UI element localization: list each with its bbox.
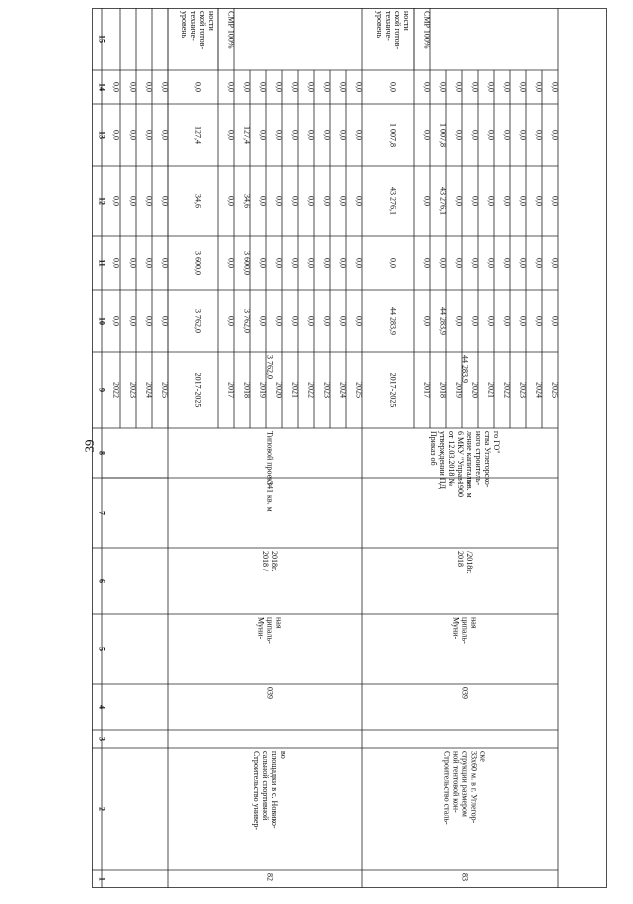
year-v12: 0,0 — [550, 196, 560, 206]
year-v13: 0,0 — [258, 130, 268, 140]
total-year: 2017-2025 — [193, 372, 203, 408]
year-v10: 0,0 — [534, 316, 544, 326]
cell-v13: 0,0 — [128, 130, 138, 140]
year-v14: 0,0 — [518, 82, 528, 92]
object-name: Строительство универ- — [252, 751, 261, 831]
year-year: 2018 — [242, 382, 252, 398]
year-v10: 0,0 — [518, 316, 528, 326]
year-v11: 0,0 — [290, 258, 300, 268]
object-name: ске — [478, 751, 488, 762]
object-name: сальной спортивной — [261, 751, 270, 821]
year-v12: 0,0 — [518, 196, 528, 206]
year-v11: 0,0 — [354, 258, 364, 268]
header-cell: 6 — [97, 579, 107, 583]
year-v13: 0,0 — [354, 130, 364, 140]
total-v13: 1 007,8 — [388, 123, 398, 147]
year-year: 2023 — [518, 382, 528, 398]
year-v10: 44 283,9 — [438, 307, 448, 335]
year-v13: 0,0 — [226, 130, 236, 140]
year-v11: 0,0 — [322, 258, 332, 268]
year-v12: 0,0 — [338, 196, 348, 206]
total-note: ской готов- — [198, 11, 207, 50]
total-v13: 127,4 — [193, 126, 203, 144]
object-document: ного строитель- — [474, 431, 483, 486]
year-year: 2025 — [550, 382, 560, 398]
total-note: ности — [207, 11, 216, 31]
cell-v11: 0,0 — [144, 258, 154, 268]
header-cell: 3 — [97, 737, 107, 741]
year-v12: 0,0 — [534, 196, 544, 206]
header-cell: 8 — [97, 451, 107, 455]
cell-v10: 0,0 — [111, 316, 121, 326]
year-v13: 0,0 — [518, 130, 528, 140]
year-v10: 3 762,0 — [242, 309, 252, 333]
year-v14: 0,0 — [290, 82, 300, 92]
table-canvas — [92, 8, 607, 888]
header-cell: 1 — [97, 877, 107, 881]
year-note: СМР 100% — [226, 11, 236, 49]
year-year: 2024 — [338, 382, 348, 398]
header-cell: 15 — [97, 35, 107, 43]
object-code: 039 — [460, 687, 470, 699]
year-v14: 0,0 — [226, 82, 236, 92]
year-v10: 0,0 — [306, 316, 316, 326]
year-v10: 0,0 — [338, 316, 348, 326]
total-v14: 0,0 — [388, 82, 398, 92]
year-v12: 43 276,1 — [438, 187, 448, 215]
investment-table — [92, 8, 607, 888]
year-v12: 0,0 — [454, 196, 464, 206]
cell-year: 2022 — [111, 382, 121, 398]
year-year: 2023 — [322, 382, 332, 398]
object-ownership: ная — [469, 617, 479, 629]
year-v11: 0,0 — [226, 258, 236, 268]
object-document: Типовой проект — [265, 431, 275, 486]
year-v14: 0,0 — [486, 82, 496, 92]
year-v11: 0,0 — [502, 258, 512, 268]
object-document: Приказ об — [429, 431, 438, 466]
year-v11: 0,0 — [550, 258, 560, 268]
year-v10: 0,0 — [290, 316, 300, 326]
year-v14: 0,0 — [242, 82, 252, 92]
year-v12: 0,0 — [486, 196, 496, 206]
year-v10: 0,0 — [502, 316, 512, 326]
year-v12: 0,0 — [306, 196, 316, 206]
cell-v14: 0,0 — [144, 82, 154, 92]
header-cell: 13 — [97, 131, 107, 139]
year-year: 2020 — [470, 382, 480, 398]
object-name: Строительство сталь- — [442, 751, 452, 825]
cell-v11: 0,0 — [160, 258, 170, 268]
year-v11: 0,0 — [454, 258, 464, 268]
year-year: 2017 — [422, 382, 432, 398]
year-v13: 0,0 — [274, 130, 284, 140]
cell-v12: 0,0 — [160, 196, 170, 206]
total-note: ности — [402, 11, 411, 31]
year-v11: 0,0 — [438, 258, 448, 268]
year-year: 2022 — [502, 382, 512, 398]
cell-v12: 0,0 — [128, 196, 138, 206]
cell-v13: 0,0 — [111, 130, 121, 140]
object-document: от 12.03.2018 № — [447, 431, 456, 487]
object-ownership: ципаль- — [265, 617, 275, 644]
year-year: 2021 — [290, 382, 300, 398]
object-number: 82 — [265, 873, 275, 881]
object-capacity: 1900 — [456, 481, 465, 497]
year-v14: 0,0 — [534, 82, 544, 92]
year-v10: 0,0 — [422, 316, 432, 326]
header-cell: 12 — [97, 197, 107, 205]
year-v13: 0,0 — [550, 130, 560, 140]
year-v13: 0,0 — [486, 130, 496, 140]
year-v14: 0,0 — [422, 82, 432, 92]
header-cell: 4 — [97, 705, 107, 709]
object-name: площадки в с. Новико- — [270, 751, 279, 829]
year-v14: 0,0 — [322, 82, 332, 92]
year-v14: 0,0 — [354, 82, 364, 92]
year-v10: 0,0 — [354, 316, 364, 326]
header-cell: 11 — [97, 259, 107, 267]
year-v13: 127,4 — [242, 126, 252, 144]
year-note: СМР 100% — [422, 11, 432, 49]
year-v13: 0,0 — [502, 130, 512, 140]
year-v10: 0,0 — [470, 316, 480, 326]
object-period: 2018 — [456, 551, 465, 567]
total-v14: 0,0 — [193, 82, 203, 92]
cell-v10: 0,0 — [160, 316, 170, 326]
year-v13: 0,0 — [306, 130, 316, 140]
year-v12: 0,0 — [226, 196, 236, 206]
year-v13: 0,0 — [470, 130, 480, 140]
year-year: 2019 — [454, 382, 464, 398]
year-year: 2018 — [438, 382, 448, 398]
year-v12: 34,6 — [242, 194, 252, 208]
total-v12: 43 276,1 — [388, 187, 398, 215]
total-note: уровень — [375, 11, 384, 39]
cell-v11: 0,0 — [111, 258, 121, 268]
object-period: /2018г. — [465, 551, 474, 574]
year-v10: 0,0 — [454, 316, 464, 326]
object-cost: 3 762,0 — [265, 355, 275, 379]
header-cell: 14 — [97, 83, 107, 91]
year-v10: 0,0 — [322, 316, 332, 326]
header-cell: 2 — [97, 807, 107, 811]
object-number: 83 — [460, 873, 470, 881]
total-v11: 0,0 — [388, 258, 398, 268]
table-text — [98, 11, 560, 881]
object-period: 2018г. — [270, 551, 279, 572]
year-v13: 0,0 — [338, 130, 348, 140]
object-document: ства Углегорско- — [483, 431, 492, 488]
year-v11: 0,0 — [258, 258, 268, 268]
cell-v13: 0,0 — [160, 130, 170, 140]
object-capacity: кв. м — [465, 481, 474, 498]
year-v13: 0,0 — [290, 130, 300, 140]
year-v10: 0,0 — [226, 316, 236, 326]
object-ownership: ципаль- — [460, 617, 470, 644]
year-v14: 0,0 — [258, 82, 268, 92]
year-v10: 0,0 — [258, 316, 268, 326]
cell-v12: 0,0 — [144, 196, 154, 206]
header-cell: 7 — [97, 511, 107, 515]
object-document: утверждении ПД — [438, 431, 447, 490]
year-v10: 0,0 — [550, 316, 560, 326]
cell-v10: 0,0 — [144, 316, 154, 326]
year-v14: 0,0 — [550, 82, 560, 92]
year-year: 2025 — [354, 382, 364, 398]
total-note: уровень — [180, 11, 189, 39]
object-name: ной тентовой кон- — [451, 751, 461, 813]
cell-v14: 0,0 — [128, 82, 138, 92]
header-cell: 9 — [97, 388, 107, 392]
year-v12: 0,0 — [422, 196, 432, 206]
table-grid — [92, 8, 607, 888]
year-v11: 0,0 — [470, 258, 480, 268]
total-v12: 34,6 — [193, 194, 203, 208]
year-year: 2017 — [226, 382, 236, 398]
cell-v13: 0,0 — [144, 130, 154, 140]
object-document: го ГО" — [492, 431, 501, 454]
object-name: струкции размером — [460, 751, 470, 817]
year-v14: 0,0 — [470, 82, 480, 92]
year-v14: 0,0 — [438, 82, 448, 92]
cell-year: 2024 — [144, 382, 154, 398]
year-v12: 0,0 — [470, 196, 480, 206]
table-frame — [93, 9, 607, 888]
total-v10: 44 283,9 — [388, 307, 398, 335]
year-v11: 0,0 — [306, 258, 316, 268]
cell-year: 2023 — [128, 382, 138, 398]
year-v11: 0,0 — [534, 258, 544, 268]
object-document: ление капиталь- — [465, 431, 474, 486]
year-v11: 0,0 — [518, 258, 528, 268]
cell-v14: 0,0 — [160, 82, 170, 92]
object-ownership: Муни- — [256, 617, 266, 640]
year-v14: 0,0 — [338, 82, 348, 92]
year-year: 2020 — [274, 382, 284, 398]
year-v10: 0,0 — [274, 316, 284, 326]
year-year: 2021 — [486, 382, 496, 398]
total-v10: 3 762,0 — [193, 309, 203, 333]
year-v13: 0,0 — [534, 130, 544, 140]
page-number: 39 — [82, 439, 97, 453]
object-code: 039 — [265, 687, 275, 699]
year-v13: 0,0 — [454, 130, 464, 140]
object-name: 33х60 м. в г. Углегор- — [469, 751, 479, 824]
year-v14: 0,0 — [274, 82, 284, 92]
year-v12: 0,0 — [290, 196, 300, 206]
year-v11: 0,0 — [274, 258, 284, 268]
object-capacity: 341 кв. м — [265, 481, 275, 512]
year-year: 2019 — [258, 382, 268, 398]
object-name: во — [279, 751, 288, 759]
year-v11: 0,0 — [338, 258, 348, 268]
year-v14: 0,0 — [306, 82, 316, 92]
total-note: ской готов- — [393, 11, 402, 50]
year-v11: 3 600,0 — [242, 251, 252, 275]
object-document: 6 МКУ "Управ- — [456, 431, 465, 484]
year-v13: 0,0 — [422, 130, 432, 140]
object-ownership: ная — [274, 617, 284, 629]
total-year: 2017-2025 — [388, 372, 398, 408]
year-v12: 0,0 — [502, 196, 512, 206]
total-note: техниче- — [384, 11, 393, 41]
year-year: 2024 — [534, 382, 544, 398]
year-v13: 1 007,8 — [438, 123, 448, 147]
cell-v10: 0,0 — [128, 316, 138, 326]
cell-year: 2025 — [160, 382, 170, 398]
year-v10: 0,0 — [486, 316, 496, 326]
year-v12: 0,0 — [354, 196, 364, 206]
cell-v12: 0,0 — [111, 196, 121, 206]
year-v11: 0,0 — [422, 258, 432, 268]
header-cell: 10 — [97, 317, 107, 325]
total-v11: 3 600,0 — [193, 251, 203, 275]
object-period: 2018 / — [261, 551, 270, 572]
cell-v14: 0,0 — [111, 82, 121, 92]
year-year: 2022 — [306, 382, 316, 398]
cell-v11: 0,0 — [128, 258, 138, 268]
year-v14: 0,0 — [502, 82, 512, 92]
year-v14: 0,0 — [454, 82, 464, 92]
year-v12: 0,0 — [322, 196, 332, 206]
object-ownership: Муни- — [451, 617, 461, 640]
year-v11: 0,0 — [486, 258, 496, 268]
year-v12: 0,0 — [274, 196, 284, 206]
year-v12: 0,0 — [258, 196, 268, 206]
object-cost: 44 283,9 — [460, 355, 470, 383]
total-note: техниче- — [189, 11, 198, 41]
year-v13: 0,0 — [322, 130, 332, 140]
header-cell: 5 — [97, 647, 107, 651]
